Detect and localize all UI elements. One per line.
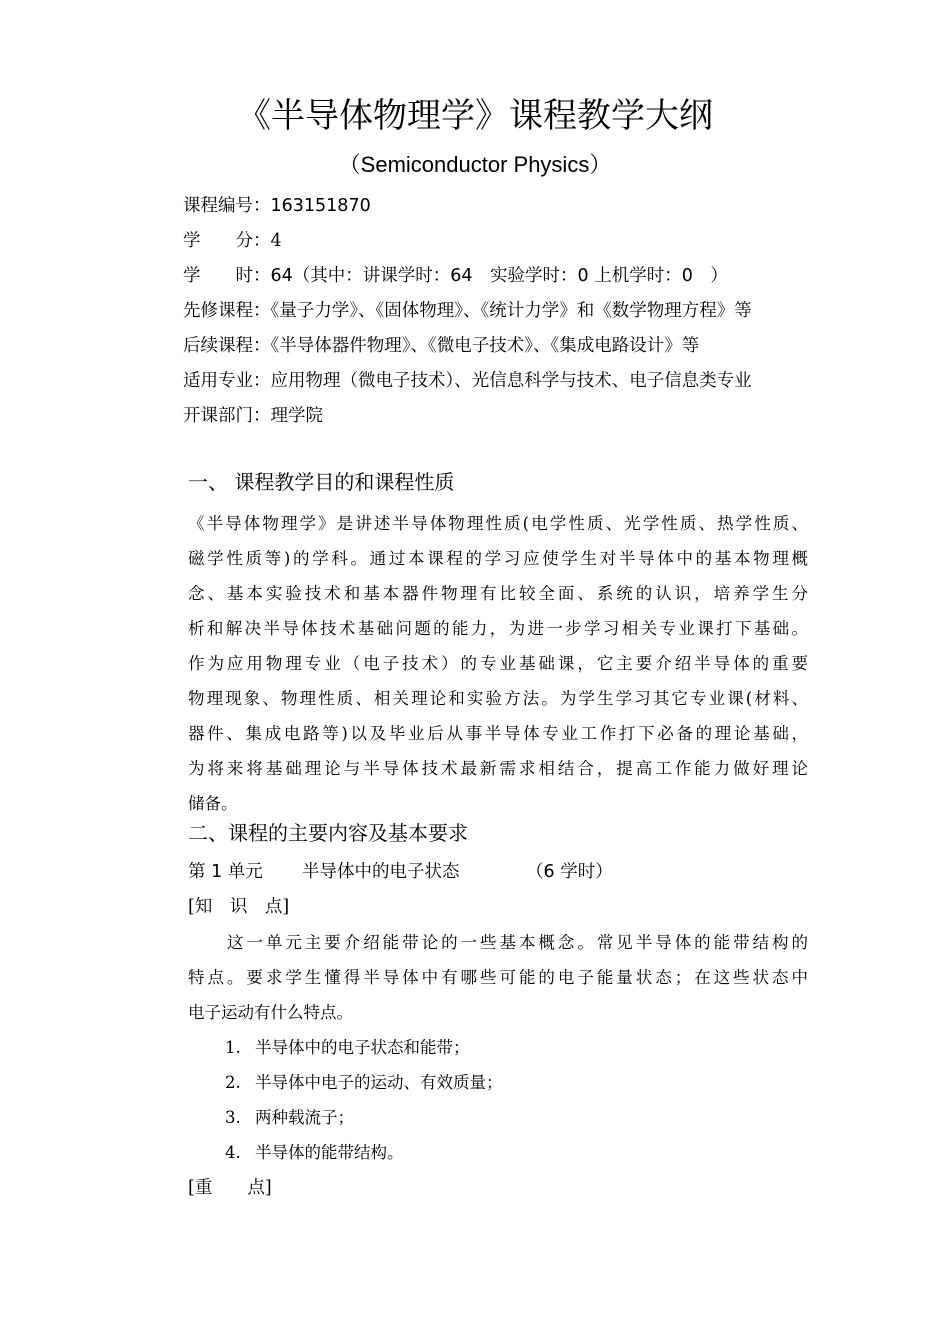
list-item-number: 3. — [225, 1108, 241, 1127]
department-label: 开课部门： — [183, 406, 271, 426]
paragraph-line: 析和解决半导体技术基础问题的能力，为进一步学习相关专业课打下基础。 — [188, 619, 808, 638]
section1-heading: 一、 课程教学目的和课程性质 — [188, 470, 455, 494]
list-item-text: 两种载流子； — [255, 1108, 354, 1127]
department-row — [183, 404, 323, 428]
list-item — [225, 1030, 503, 1065]
hours-row: 学 时：64（其中：讲课学时：64 实验学时：0 上机学时：0 ） — [183, 266, 728, 286]
followup-row: 后续课程：《半导体器件物理》、《微电子技术》、《集成电路设计》等 — [183, 336, 700, 356]
unit-label: 第 1 单元 — [188, 862, 263, 882]
list-item-number: 1. — [225, 1038, 241, 1057]
unit-hours: （6 学时） — [526, 862, 613, 882]
list-item-text: 半导体的能带结构。 — [255, 1143, 404, 1162]
course-code: 课程编号：163151870 — [183, 196, 371, 216]
unit-name: 半导体中的电子状态 — [302, 862, 460, 882]
paragraph-line: 电子运动有什么特点。 — [188, 1003, 353, 1022]
paragraph-line: 储备。 — [188, 794, 238, 813]
list-item-text: 半导体中电子的运动、有效质量； — [255, 1073, 503, 1092]
paragraph-line: 物理现象、物理性质、相关理论和实验方法。为学生学习其它专业课(材料、 — [188, 689, 808, 708]
majors-row: 适用专业：应用物理（微电子技术）、光信息科学与技术、电子信息类专业 — [183, 371, 752, 391]
paragraph-line: 特点。要求学生懂得半导体中有哪些可能的电子能量状态；在这些状态中 — [188, 968, 808, 987]
section1-paragraph — [188, 506, 808, 821]
credits-row — [183, 229, 282, 253]
list-item-number: 2. — [225, 1073, 241, 1092]
credits-label: 学 分： — [183, 231, 271, 251]
paragraph-line: 作为应用物理专业（电子技术）的专业基础课，它主要介绍半导体的重要 — [188, 654, 808, 673]
paragraph-line: 这一单元主要介绍能带论的一些基本概念。常见半导体的能带结构的 — [188, 933, 808, 952]
paragraph-line: 念、基本实验技术和基本器件物理有比较全面、系统的认识，培养学生分 — [188, 584, 808, 603]
paragraph-line: 《半导体物理学》是讲述半导体物理性质(电学性质、光学性质、热学性质、 — [188, 514, 808, 533]
paragraph-line: 为将来将基础理论与半导体技术最新需求相结合，提高工作能力做好理论 — [188, 759, 808, 778]
list-item-text: 半导体中的电子状态和能带； — [255, 1038, 470, 1057]
department-value: 理学院 — [270, 406, 323, 426]
prerequisites-row: 先修课程：《量子力学》、《固体物理》、《统计力学》和《数学物理方程》等 — [183, 301, 752, 321]
paragraph-line: 磁学性质等)的学科。通过本课程的学习应使学生对半导体中的基本物理概 — [188, 549, 808, 568]
section2-heading: 二、课程的主要内容及基本要求 — [188, 821, 468, 845]
unit-intro-paragraph — [188, 925, 808, 1030]
key-points-label: [重 点] — [188, 1178, 272, 1198]
list-item — [225, 1100, 503, 1135]
knowledge-list — [225, 1030, 503, 1170]
document-subtitle: （Semiconductor Physics） — [338, 152, 612, 177]
list-item-number: 4. — [225, 1143, 241, 1162]
list-item — [225, 1135, 503, 1170]
knowledge-points-label: [知 识 点] — [188, 897, 290, 917]
document-title: 《半导体物理学》课程教学大纲 — [237, 96, 713, 136]
credits-value: 4 — [270, 231, 282, 251]
paragraph-line: 器件、集成电路等)以及毕业后从事半导体专业工作打下必备的理论基础， — [188, 724, 808, 743]
list-item — [225, 1065, 503, 1100]
